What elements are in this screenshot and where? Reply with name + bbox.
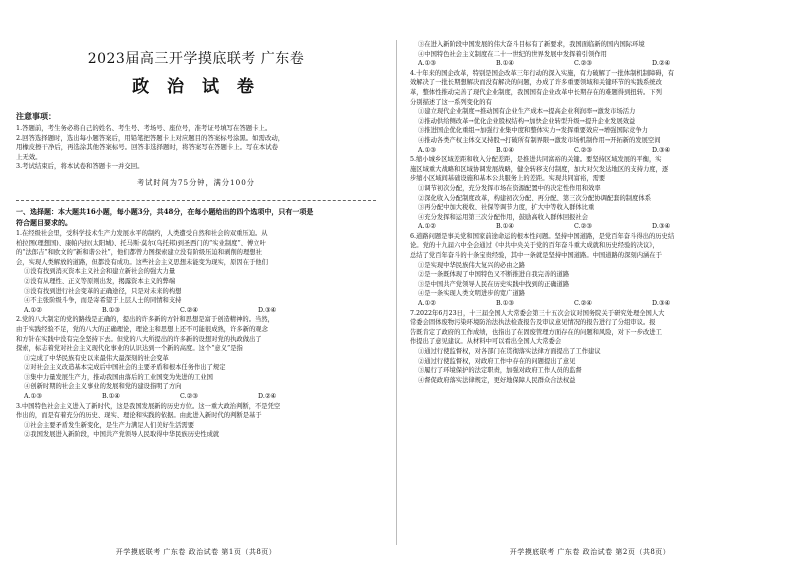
option-line: ②没有从理性、正义等原则出发，揭露资本主义的弊端 — [24, 277, 176, 285]
question-line: 革，整体性推动完善了现代企业制度，我国国有企业改革中长期存在的难题得到扭转。下列 — [410, 88, 662, 96]
question-line: 3.中国特色社会主义进入了新时代，这是我国发展新的历史方位。这一重大政治判断，不是凭空 — [16, 402, 281, 410]
option-line: ③集中力量发展生产力，推动我国由落后的工业国变为先进的工业国 — [24, 373, 213, 381]
question-line: 论。党的十九届六中全会通过《中共中央关于党的百年奋斗重大成就和历史经验的决议》， — [410, 242, 659, 250]
option-line: ①通过行使监督权，对各部门在贯彻落实法律方面提出了工作建议 — [418, 348, 601, 355]
column-divider — [396, 40, 397, 545]
notice-line: 3.考试结束后，将本试卷和答题卡一并交回。 — [16, 162, 144, 171]
question-line: 常委会固体废物污染环境防治法执法检查报告及审议意见情况的报告进行了分组审议。报 — [410, 319, 656, 327]
notice-line: 1.答题前，考生务必将自己的姓名、考生号、考场号、座位号，准考证号填写在答题卡上。 — [16, 124, 272, 132]
option-line: ④创新时期的社会主义事业的发展和党的建设指明了方向 — [24, 383, 182, 391]
choice-a[interactable]: A.①③ — [24, 393, 42, 401]
option-line: ④督促政府落实法律规定，更好地保障人民群众合法权益 — [418, 376, 576, 384]
choice-c[interactable]: C.②③ — [574, 146, 592, 154]
option-line: ②通过行使监督权，对政府工作中存在的问题提出了意见 — [418, 357, 576, 365]
question-line: 作出的，而是有着充分的历史、现实、理论和实践的依据。由此进入新时代的判断是基于 — [16, 412, 262, 420]
option-line: ①是实现中华民族伟大复兴的必由之路 — [418, 261, 526, 269]
notice-line: 用橡皮擦干净后，再选涂其他答案标号。回答非选择题时，将答案写在答题卡上。写在本试卷 — [16, 143, 279, 152]
answer-choices — [24, 392, 376, 402]
option-line: ①完成了中华民族有史以来最伟大最深刻的社会变革 — [24, 354, 169, 362]
question-line: 总结了党百年奋斗的十条宝贵经验，其中一条就是坚持中国道路。中国道路的深刻内涵在于 — [410, 252, 662, 260]
question-line: 和方针在实践中没有完全坚持下去。但党的八大所提出的许多新的设想对党的执政做出了 — [16, 335, 262, 343]
option-line: ③履行了环境保护的法定职责，加强对政府工作人员的监督 — [418, 367, 582, 375]
question-line: 的“法郎吉”和欧文的“新和谐公社”，他们都曾力图探索建立没有阶级压迫和剥削的理想社 — [16, 249, 262, 257]
question-line: 作提出了意见建议。从材料中可以看出全国人大常委会 — [410, 338, 562, 346]
question-line: 由于实践经验不足，党的八大的正确理论，理论主和思想上还不可能很成熟，许多新的观念 — [16, 325, 268, 333]
answer-choices — [418, 222, 770, 232]
dashed-divider — [16, 200, 376, 201]
choice-b[interactable]: B.①④ — [102, 393, 120, 401]
notice-block — [16, 111, 376, 172]
page-one — [16, 40, 376, 540]
choice-d[interactable]: D.②④ — [652, 60, 671, 68]
option-line: ④推动各类产权主体交叉持股→打破所有制界限→激发市场机制作用→开拓新的发展空间 — [418, 136, 661, 144]
option-line: ③在进入新阶段中国发展的伟大奋斗目标有了新要求，我国面临新的国内国际环境 — [418, 41, 645, 48]
time-info: 考试时间为75分钟，满分100分 — [137, 177, 255, 187]
exam-subject: 政 治 试 卷 — [132, 77, 260, 97]
question-line: 施区域重大战略和区域协调发展战略，健全转移支付制度，加大对欠发达地区的支持力度，逐 — [410, 165, 669, 173]
option-line: ①调节初次分配，充分发挥市场在资源配置中的决定性作用和效率 — [418, 184, 601, 192]
notice-heading: 注意事项： — [16, 111, 56, 121]
choice-b[interactable]: B.①④ — [496, 223, 514, 231]
choice-b[interactable]: B.①④ — [496, 146, 514, 154]
page-footer-right: 开学摸底联考 广东卷 政治试卷 第2页（共8页） — [509, 548, 671, 556]
option-line: ④是一条实现人类文明进步的宽广道路 — [418, 290, 526, 298]
answer-choices — [418, 146, 770, 156]
question-line: 6.道路问题是事关党和国家前途命运的根本性问题。坚持中国道路，是党百年奋斗得出的历史结 — [410, 232, 675, 240]
option-line: ④中国特色社会主义制度在二十一世纪的世界发展中发挥着引领作用 — [418, 50, 607, 58]
question-line: 会，实现人类解放的道路，但都没有成功。这些社会主义思想未能变为现实，原因在于他们 — [16, 258, 268, 266]
option-line: ①建立现代企业制度→推动国有企业生产成本→提高企业利润率→激发市场活力 — [418, 108, 636, 116]
question-line: 效解决了一批长期想解决而没有解决的问题，办成了许多重要领域和关键环节的实践系统改 — [410, 79, 662, 87]
option-line: ②深化收入分配制度改革，构建初次分配、再分配、第三次分配协调配套的制度体系 — [418, 194, 651, 202]
choice-a[interactable]: A.①② — [418, 300, 436, 308]
question-line: 柏拉图(理想国)、康帕内拉(太阳城)、托马斯·莫尔(乌托邦)到圣西门的“实业制度”、傅立叶 — [16, 239, 266, 247]
choice-a[interactable]: A.①② — [24, 306, 42, 314]
question-line: 4.十年来的国企改革，特别是国企改革三年行动的深入实施，有力破解了一批体制机制障碍，有 — [410, 69, 675, 77]
question-line: 2.党的八大制定的党的路线是正确的，提出的许多新的方针和思想是富于创造精神的。当然， — [16, 316, 274, 324]
section-heading: 一、选择题：本大题共16小题，每小题3分，共48分，在每小题给出的四个选项中，只有一项是 — [16, 206, 314, 216]
option-line: ②是一条既体现了中国特色又不断推进自我完善的道路 — [418, 271, 570, 279]
choice-d[interactable]: D.③④ — [652, 223, 671, 231]
choice-c[interactable]: C.②④ — [574, 300, 592, 308]
choice-b[interactable]: B.①③ — [102, 306, 120, 314]
option-line: ①社会主要矛盾发生新变化，是生产力满足人们美好生活需要 — [24, 421, 195, 429]
option-line: ④充分发挥和运用第三次分配作用，鼓励高收入群体回报社会 — [418, 213, 589, 221]
question-line: 探索，标志着党对社会主义现代化事业的认识达到一个新的高度。这个“意义”是指 — [16, 345, 243, 353]
page-footer-left: 开学摸底联考 广东卷 政治试卷 第1页（共8页） — [115, 548, 277, 556]
option-line: ①没有找到消灭资本主义社会和建立新社会的强大力量 — [24, 268, 176, 276]
option-line: ③没有找到进行社会变革的正确途径，只是对未来的构想 — [24, 287, 182, 295]
option-line: ④不主张阶级斗争，而是寄希望于上层人士的同情和支持 — [24, 297, 182, 305]
question-line: 步缩小区域间基础设施和基本公共服务上的差距。实现共同富裕，需要 — [410, 175, 606, 183]
choice-b[interactable]: B.①③ — [496, 300, 514, 308]
answer-choices — [24, 306, 376, 316]
choice-c[interactable]: C.②④ — [180, 306, 198, 314]
answer-choices — [418, 59, 770, 69]
choice-a[interactable]: A.①③ — [418, 60, 436, 68]
question-line: 分别描述了这一系列变化的有 — [410, 98, 492, 106]
notice-line: 上无效。 — [16, 152, 42, 161]
option-line: ③是中国共产党领导人民在历史实践中找到的正确道路 — [418, 280, 570, 288]
choice-a[interactable]: A.①② — [418, 223, 436, 231]
choice-c[interactable]: C.②③ — [180, 393, 198, 401]
page-two — [410, 40, 770, 540]
option-line: ③推进国企优化重组→加强行业集中度和整体实力→发挥重要效应→增强国际竞争力 — [418, 127, 648, 135]
option-line: ②我国发展进入新阶段，中国共产党领导人民取得中华民族历史性成就 — [24, 431, 220, 439]
option-line: ②对社会主义改造基本完成后中国社会的主要矛盾和根本任务作出了规定 — [24, 364, 226, 372]
choice-d[interactable]: D.③④ — [258, 306, 277, 314]
question-line: 1.在经级社会里，受科学技术生产力发展水平的制约，人类遭受自然和社会的双重压迫。从 — [16, 229, 268, 237]
option-line: ②推动供给侧改革→优化企业股权结构→加快企业转型升级→提升企业发展效益 — [418, 117, 636, 125]
notice-line: 2.回答选择题时，选出每小题答案后，用铅笔把答题卡上对应题目的答案标号涂黑。如需改动， — [16, 133, 285, 142]
question-line: 7.2022年6月23日，十三届全国人大常委会第三十五次会议对国务院关于研究处理全国人大 — [410, 309, 665, 317]
choice-c[interactable]: C.②③ — [574, 223, 592, 231]
answer-choices — [418, 299, 770, 309]
choice-d[interactable]: D.③④ — [652, 300, 671, 308]
choice-c[interactable]: C.②③ — [574, 60, 592, 68]
section-heading-cont: 符合题目要求的。 — [16, 217, 72, 227]
question-line: 5.缩小城乡区域差距和收入分配差距，是推进共同富裕的关键。要坚持区域发展的平衡，实 — [410, 156, 662, 164]
option-line: ③再分配中加大税收、社保等调节力度，扩大中等收入群体比重 — [418, 204, 595, 212]
choice-d[interactable]: D.②④ — [258, 393, 277, 401]
choice-b[interactable]: B.①④ — [496, 60, 514, 68]
choice-a[interactable]: A.①③ — [418, 146, 436, 154]
exam-title: 2023届高三开学摸底联考 广东卷 — [87, 51, 305, 67]
question-line: 告既肯定了政府的工作成绩，也指出了在固废管理方面存在的问题和风险，对下一步改进工 — [410, 328, 662, 336]
choice-d[interactable]: D.③④ — [652, 146, 671, 154]
